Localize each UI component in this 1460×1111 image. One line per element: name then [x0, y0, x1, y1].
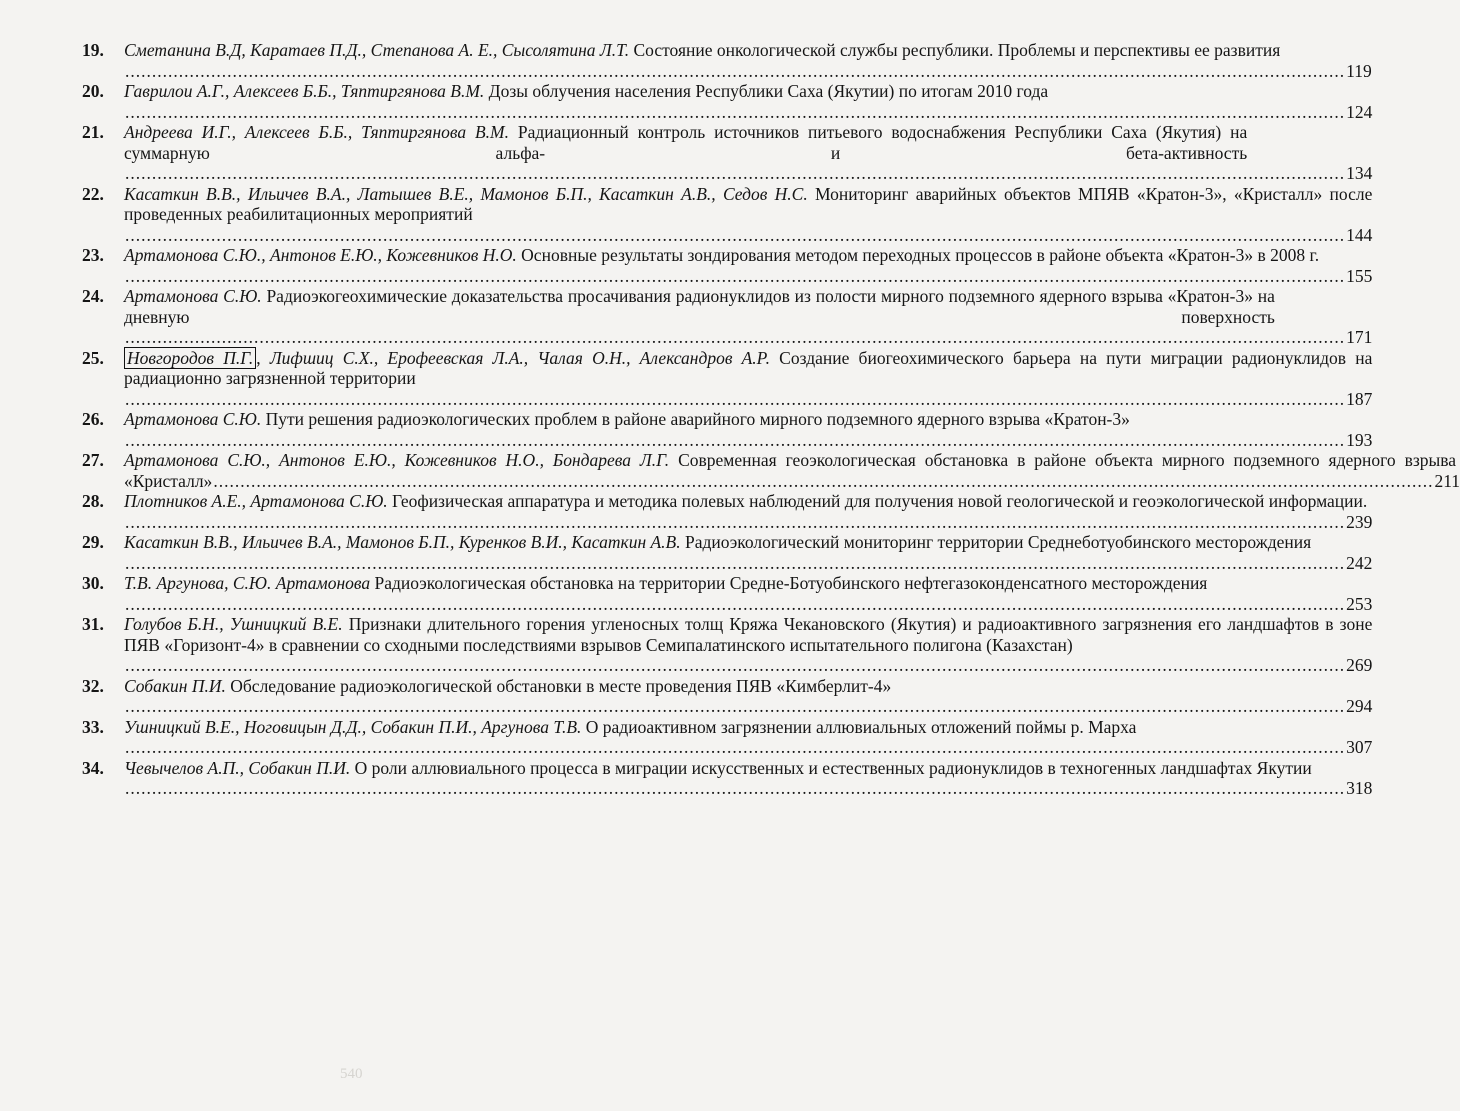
entry-authors: Гаврилoи А.Г., Алексеев Б.Б., Тяптиргянова В.М. — [124, 81, 485, 101]
entry-authors: Лифшиц С.Х., Ерофеевская Л.А., Чалая О.Н., Александров А.Р. — [269, 347, 770, 368]
entry-leader-line — [124, 225, 1372, 246]
toc-entry — [82, 286, 1373, 348]
entry-text — [124, 286, 1275, 327]
entry-number: 22. — [82, 183, 104, 204]
entry-authors: Артамонова С.Ю., Антонов Е.Ю., Кожевников Н.О., Бондарева Л.Г. — [124, 450, 670, 470]
leader-dots — [125, 430, 1345, 451]
entry-page-number: 144 — [1346, 224, 1373, 245]
entry-body — [124, 122, 1373, 184]
entry-body — [124, 717, 1372, 758]
toc-entry — [82, 40, 1372, 81]
entry-body — [124, 450, 1460, 491]
entry-title: Обследование радиоэкологической обстановки в месте проведения ПЯВ «Кимберлит-4» — [230, 675, 892, 696]
entry-leader-line — [124, 655, 1372, 676]
toc-entry — [82, 757, 1373, 799]
leader-dots — [125, 225, 1345, 246]
leader-dots — [125, 655, 1345, 676]
entry-text — [124, 81, 1048, 101]
entry-leader-line — [212, 470, 1460, 492]
entry-number: 31. — [82, 614, 104, 634]
entry-leader-line — [124, 163, 1373, 184]
entry-page-number: 134 — [1346, 163, 1373, 183]
toc-entry — [82, 491, 1373, 532]
entry-number: 19. — [82, 40, 104, 60]
entry-authors: Сметанина В.Д, Каратаев П.Д., Степанова А. Е., Сысолятина Л.Т. — [124, 40, 630, 60]
entry-title: Основные результаты зондирования методом переходных процессов в районе объекта «Кратон-3» в 2008 г. — [521, 245, 1320, 265]
entry-body — [124, 245, 1372, 286]
toc-entry — [82, 81, 1373, 122]
entry-number: 21. — [82, 122, 104, 142]
table-of-contents — [82, 40, 1460, 799]
leader-dots — [213, 471, 1433, 492]
entry-body — [124, 40, 1372, 81]
entry-body — [124, 409, 1372, 450]
entry-leader-line — [124, 696, 1372, 717]
entry-body — [124, 573, 1372, 614]
entry-body — [124, 614, 1372, 676]
toc-entry — [82, 122, 1373, 184]
entry-page-number: 307 — [1346, 737, 1373, 757]
entry-title: Состояние онкологической службы республики. Проблемы и перспективы ее развития — [633, 40, 1281, 60]
entry-text — [124, 122, 1247, 163]
toc-entry — [82, 716, 1373, 758]
entry-title: Радиационный контроль источников питьевого водоснабжения Республики Саха (Якутия) на суммарную альфа- и бета-активность — [124, 122, 1248, 163]
toc-entry — [82, 614, 1373, 676]
entry-text — [124, 614, 1372, 655]
leader-dots — [125, 163, 1345, 184]
entry-leader-line — [124, 553, 1372, 574]
entry-number: 30. — [82, 573, 104, 593]
toc-entry — [82, 409, 1373, 450]
entry-text — [124, 717, 1136, 737]
entry-authors: Ушницкий В.Е., Ноговицын Д.Д., Собакин П.И., Аргунова Т.В. — [124, 716, 582, 737]
leader-dots — [125, 266, 1345, 287]
entry-body — [124, 184, 1372, 246]
entry-text — [124, 676, 891, 696]
entry-page-number: 294 — [1346, 696, 1373, 716]
entry-title: Радиоэкологическая обстановка на территории Средне-Ботуобинского нефтегазоконденсатного месторождения — [374, 573, 1208, 593]
toc-entry — [82, 573, 1373, 614]
entry-text — [124, 409, 1130, 429]
leader-dots — [125, 778, 1345, 799]
entry-authors: Касаткин В.В., Ильичев В.А., Латышев В.Е., Мамонов Б.П., Касаткин А.В., Седов Н.С. — [124, 183, 808, 204]
entry-title: Пути решения радиоэкологических проблем в районе аварийного мирного подземного ядерного взрыва «Кратон-3» — [265, 409, 1130, 429]
entry-authors: Чевычелов А.П., Собакин П.И. — [124, 757, 351, 778]
entry-number: 34. — [82, 757, 104, 778]
entry-text — [124, 491, 1367, 511]
entry-leader-line — [124, 61, 1372, 82]
entry-authors: Собакин П.И. — [124, 675, 226, 696]
entry-title: Геофизическая аппаратура и методика полевых наблюдений для получения новой геологической и геоэкологической информации. — [392, 491, 1368, 511]
entry-page-number: 318 — [1346, 778, 1373, 798]
leader-dots — [125, 389, 1345, 410]
entry-title: Радиоэкологический мониторинг территории Среднеботуобинского месторождения — [685, 532, 1312, 552]
entry-leader-line — [124, 266, 1372, 287]
entry-number: 29. — [82, 532, 104, 552]
entry-page-number: 187 — [1346, 388, 1373, 409]
entry-authors: Артамонова С.Ю., Антонов Е.Ю., Кожевников Н.О. — [124, 245, 517, 265]
entry-text — [124, 184, 1372, 225]
entry-text — [124, 40, 1280, 60]
entry-authors: Т.В. Аргунова, С.Ю. Артамонова — [124, 573, 371, 593]
entry-text — [124, 573, 1207, 593]
toc-entry — [82, 183, 1373, 246]
entry-authors: Голубов Б.Н., Ушницкий В.Е. — [124, 614, 343, 634]
entry-leader-line — [124, 512, 1372, 533]
entry-authors: Касаткин В.В., Ильичев В.А., Мамонов Б.П., Куренков В.И., Касаткин А.В. — [124, 532, 681, 552]
toc-entry — [82, 347, 1373, 410]
entry-page-number: 211 — [1434, 470, 1460, 491]
entry-leader-line — [124, 389, 1372, 410]
entry-number: 27. — [82, 450, 104, 470]
leader-dots — [125, 61, 1345, 82]
leader-dots — [125, 737, 1345, 758]
entry-page-number: 239 — [1346, 511, 1373, 532]
entry-authors: Артамонова С.Ю. — [124, 409, 262, 429]
entry-title: Мониторинг аварийных объектов МПЯВ «Кратон-3», «Кристалл» после проведенных реабилитационных мероприятий — [124, 183, 1373, 224]
entry-authors: Плотников А.Е., Артамонова С.Ю. — [124, 491, 388, 511]
entry-leader-line — [124, 102, 1372, 123]
entry-leader-line — [124, 327, 1373, 348]
entry-page-number: 242 — [1346, 552, 1373, 573]
toc-entry — [82, 532, 1373, 573]
entry-title: Создание биогеохимического барьера на пути миграции радионуклидов на радиационно загрязненной территории — [124, 347, 1373, 388]
entry-number: 33. — [82, 716, 104, 737]
entry-body — [124, 286, 1373, 348]
entry-page-number: 171 — [1346, 327, 1373, 347]
entry-text: Новгородов П.Г. , Лифшиц С.Х., Ерофеевская Л.А., Чалая О.Н., Александров А.Р. Создание биогеохимического барьера на пути миграции радионуклидов на радиационно загрязненной территории — [124, 347, 1373, 388]
toc-entry — [82, 675, 1373, 717]
entry-authors: Артамонова С.Ю. — [124, 286, 262, 306]
entry-text — [124, 532, 1311, 552]
toc-entry — [82, 450, 1460, 491]
entry-number: 26. — [82, 409, 104, 429]
entry-number: 32. — [82, 675, 104, 696]
leader-dots — [125, 327, 1345, 348]
entry-body — [124, 491, 1372, 532]
entry-page-number: 253 — [1346, 593, 1373, 614]
entry-number: 23. — [82, 245, 104, 265]
entry-title: О радиоактивном загрязнении аллювиальных отложений поймы р. Марха — [585, 716, 1137, 737]
entry-page-number: 119 — [1346, 60, 1372, 81]
entry-authors-highlighted: Новгородов П.Г. — [124, 347, 256, 369]
entry-page-number: 193 — [1346, 429, 1373, 450]
entry-body — [124, 81, 1372, 122]
entry-title: Современная геоэкологическая обстановка в районе объекта мирного подземного ядерного взрыва «Кристалл» — [124, 450, 1457, 491]
leader-dots — [125, 553, 1345, 574]
entry-number: 28. — [82, 491, 104, 511]
page-number: 540 — [340, 1066, 363, 1082]
entry-text — [124, 245, 1319, 265]
leader-dots — [125, 102, 1345, 123]
entry-leader-line — [124, 594, 1372, 615]
entry-text — [124, 758, 1312, 778]
entry-title: Дозы облучения населения Республики Саха (Якутии) по итогам 2010 года — [488, 81, 1049, 101]
entry-title: Радиоэкогеохимические доказательства просачивания радионуклидов из полости мирного подземного ядерного взрыва «Кратон-3» на дневную поверхность — [124, 286, 1275, 327]
entry-leader-line — [124, 737, 1372, 758]
entry-leader-line — [124, 430, 1372, 451]
entry-body — [124, 676, 1372, 717]
entry-number: 25. — [82, 347, 104, 368]
entry-number: 24. — [82, 286, 104, 306]
leader-dots — [125, 594, 1345, 615]
entry-authors: Андреева И.Г., Алексеев Б.Б., Тяптиргянова В.М. — [124, 122, 510, 142]
entry-title: О роли аллювиального процесса в миграции искусственных и естественных радионуклидов в техногенных ландшафтах Якутии — [354, 757, 1312, 778]
entry-page-number: 269 — [1346, 655, 1373, 675]
entry-title: Признаки длительного горения угленосных толщ Кряжа Чекановского (Якутия) и радиоактивного загрязнения его ландшафтов в зоне ПЯВ «Горизонт-4» в сравнении со сходными последствиями взрывов Семипалатинского испытательного полигона (Казахстан) — [124, 614, 1373, 655]
entry-body — [124, 348, 1372, 410]
entry-body — [124, 758, 1372, 799]
toc-entry — [82, 245, 1373, 286]
entry-page-number: 124 — [1346, 101, 1373, 122]
entry-page-number: 155 — [1346, 265, 1373, 286]
leader-dots — [125, 512, 1345, 533]
entry-number: 20. — [82, 81, 104, 101]
leader-dots — [125, 696, 1345, 717]
entry-body — [124, 532, 1372, 573]
entry-leader-line — [124, 778, 1372, 799]
